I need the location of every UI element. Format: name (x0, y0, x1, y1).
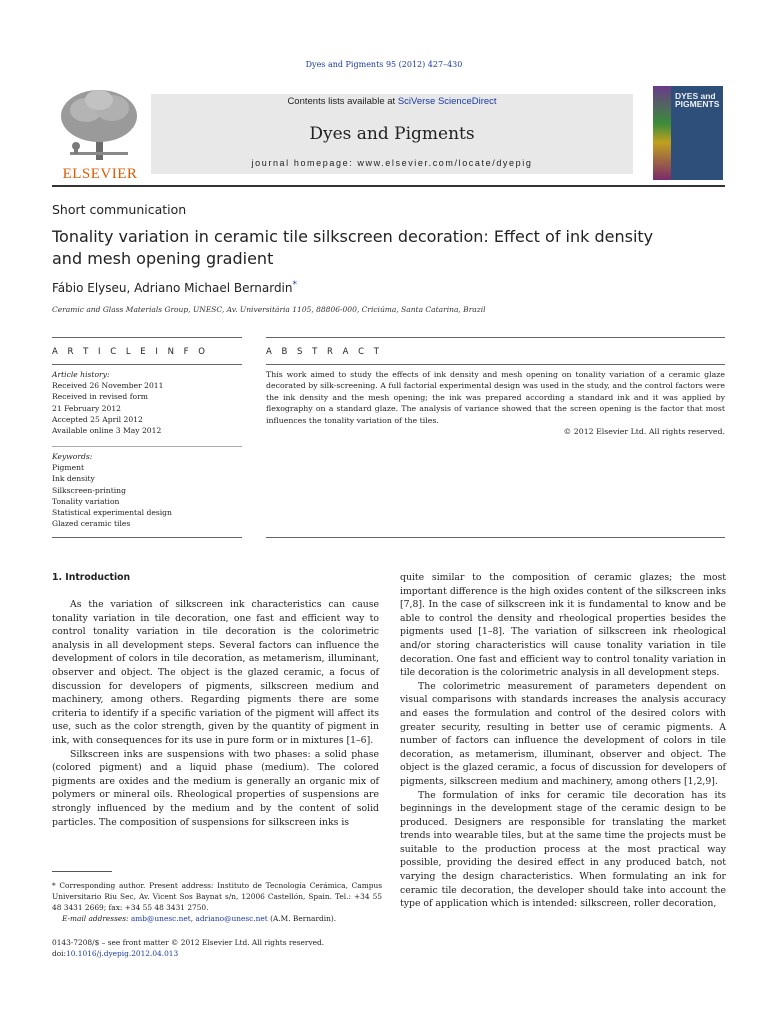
left-column (52, 598, 379, 829)
elsevier-wordmark: ELSEVIER (62, 166, 138, 182)
abstract-head-rule (266, 364, 725, 365)
history-item: Received 26 November 2011 (52, 381, 164, 391)
keywords-label: Keywords: (52, 452, 93, 461)
keyword-item: Statistical experimental design (52, 508, 172, 518)
keyword-item: Ink density (52, 474, 95, 484)
keyword-item: Glazed ceramic tiles (52, 519, 131, 529)
section-title: 1. Introduction (52, 572, 131, 583)
article-title: Tonality variation in ceramic tile silkscreen decoration: Effect of ink density and mesh opening gradient (52, 227, 654, 268)
doi-line (52, 948, 382, 959)
history-item: Available online 3 May 2012 (52, 426, 162, 436)
history-item: Accepted 25 April 2012 (52, 414, 143, 424)
keywords-block (52, 451, 242, 529)
authors-text: Fábio Elyseu, Adriano Michael Bernardin (52, 281, 293, 295)
article-type: Short communication (52, 202, 187, 217)
article-info-heading: A R T I C L E I N F O (52, 347, 209, 357)
journal-cover-image (653, 86, 723, 180)
doi-prefix: doi: (52, 949, 67, 958)
corresponding-author-mark[interactable]: * (292, 280, 297, 290)
keyword-item: Tonality variation (52, 496, 120, 506)
body-paragraph: As the variation of silkscreen ink characteristics can cause tonality variation in tile decoration, one fast and efficient way to control tonality variation in tile decoration is the colorimetric analysis in all development steps. Several factors can influence the development of colors in tile decoration, as metamerism, illuminant, observer and object. The object is the glazed ceramic, a focus of discussion for developers of pigments, silkscreen medium and machinery, among others. Regarding pigments there are some criteria to identify if a specific variation of the pigment will affect its use, such as the color strength, given by the quantity of pigment in ink, with consequences for its use in pure form or in mixtures [1–6]. (52, 599, 379, 746)
journal-title: Dyes and Pigments (309, 124, 475, 144)
publication-info (52, 937, 382, 959)
history-item: 21 February 2012 (52, 403, 121, 413)
body-paragraph: Silkscreen inks are suspensions with two phases: a solid phase (colored pigment) and a liquid phase (medium). The colored pigments are oxides and the medium is generally an organic mix of polymers or mineral oils. Rheological properties of suspensions are strongly influenced by the medium and by the content of solid particles. The composition of suspensions for silkscreen inks is (52, 748, 379, 828)
article-history (52, 369, 242, 436)
issn-line: 0143-7208/$ – see front matter © 2012 Elsevier Ltd. All rights reserved. (52, 938, 325, 947)
doi-link[interactable]: 10.1016/j.dyepig.2012.04.013 (66, 949, 179, 958)
abstract-copyright: © 2012 Elsevier Ltd. All rights reserved. (563, 427, 725, 437)
abstract-heading: A B S T R A C T (266, 347, 383, 357)
email-suffix: (A.M. Bernardin). (267, 914, 337, 923)
history-label: Article history: (52, 370, 110, 379)
right-column (400, 571, 726, 911)
email-link-2[interactable]: adriano@unesc.net (195, 914, 268, 923)
contents-line (151, 96, 633, 107)
info-bottom-rule (52, 537, 242, 538)
contents-prefix: Contents lists available at (287, 96, 398, 107)
email-line (52, 913, 382, 924)
journal-citation-link[interactable]: Dyes and Pigments 95 (2012) 427–430 (305, 60, 463, 69)
email-label: E-mail addresses: (62, 914, 131, 923)
info-head-rule (52, 364, 242, 365)
journal-masthead (52, 86, 725, 180)
author-list (52, 280, 297, 295)
abstract-body (266, 369, 725, 437)
sciencedirect-link[interactable]: SciVerse ScienceDirect (397, 96, 497, 107)
keywords-rule (52, 446, 242, 447)
info-top-rule (52, 337, 242, 338)
email-link-1[interactable]: amb@unesc.net (130, 914, 191, 923)
footnote-rule (52, 871, 112, 872)
body-paragraph: The colorimetric measurement of parameters dependent on visual comparisons with standards increases the analysis accuracy and eases the formulation and control of the desired colors with greater security, resulting in better use of ceramic pigments. A number of factors can influence the development of colors in tile decoration, as metamerism, illuminant, observer and object. The object is the glazed ceramic, a focus of discussion for developers of pigments, silkscreen medium and machinery, among others [1,2,9]. (400, 680, 726, 787)
author-affiliation: Ceramic and Glass Materials Group, UNESC, Av. Universitária 1105, 88806-000, Criciúma, Santa Catarina, Brazil (52, 305, 486, 314)
keyword-item: Pigment (52, 463, 85, 473)
header-divider (52, 185, 725, 187)
abstract-top-rule (266, 337, 725, 338)
journal-homepage[interactable]: journal homepage: www.elsevier.com/locate/dyepig (251, 158, 533, 168)
cover-stripe (653, 86, 671, 180)
keyword-item: Silkscreen-printing (52, 485, 126, 495)
corresponding-author-note: * Corresponding author. Present address: Instituto de Tecnología Cerámica, Campus Universitario Riu Sec, Av. Vicent Sos Baynat s/n, 12006 Castellón, Spain. Tel.: +34 55 48 3431 2669; fax: +34 55 48 3431 2750. (52, 881, 382, 912)
cover-title: DYES and PIGMENTS (675, 91, 720, 109)
abstract-bottom-rule (266, 537, 725, 538)
history-item: Received in revised form (52, 392, 148, 402)
masthead-banner (151, 94, 633, 174)
body-paragraph: The formulation of inks for ceramic tile decoration has its beginnings in the development stage of the ceramic design to be produced. Designers are responsible for translating the market trends into wearable tiles, but at the same time the projects must be suitable to the production process at the most practical way possible, providing the desired effect in any produced batch, not varying the design characteristics. When formulating an ink for ceramic tile decoration, the developer should take into account the type of application which is intended: silkscreen, roller decoration, (400, 789, 726, 910)
abstract-text: This work aimed to study the effects of ink density and mesh opening on tonality variation of a ceramic glaze decorated by silk-screening. A full factorial experimental design was used in the study, and the control factors were the ink density and the mesh opening; the ink was prepared according a standard ink and it was applied by flexography on a standard glaze. The analysis of variance showed that the screen opening is the factor that most influences the tonality variation of the tiles. (266, 370, 725, 425)
email-separator: , (190, 914, 196, 923)
body-paragraph: quite similar to the composition of ceramic glazes; the most important difference is the high oxides content of the silkscreen inks [7,8]. In the case of silkscreen ink it is fundamental to know and be able to control the density and rheological properties besides the pigments used [1–8]. The variation of silkscreen ink rheological and/or storing characteristics will cause tonality variation in tile decoration. One fast and efficient way to control tonality variation in tile decoration is the colorimetric analysis in all development steps. (400, 572, 726, 679)
footnotes (52, 880, 382, 924)
